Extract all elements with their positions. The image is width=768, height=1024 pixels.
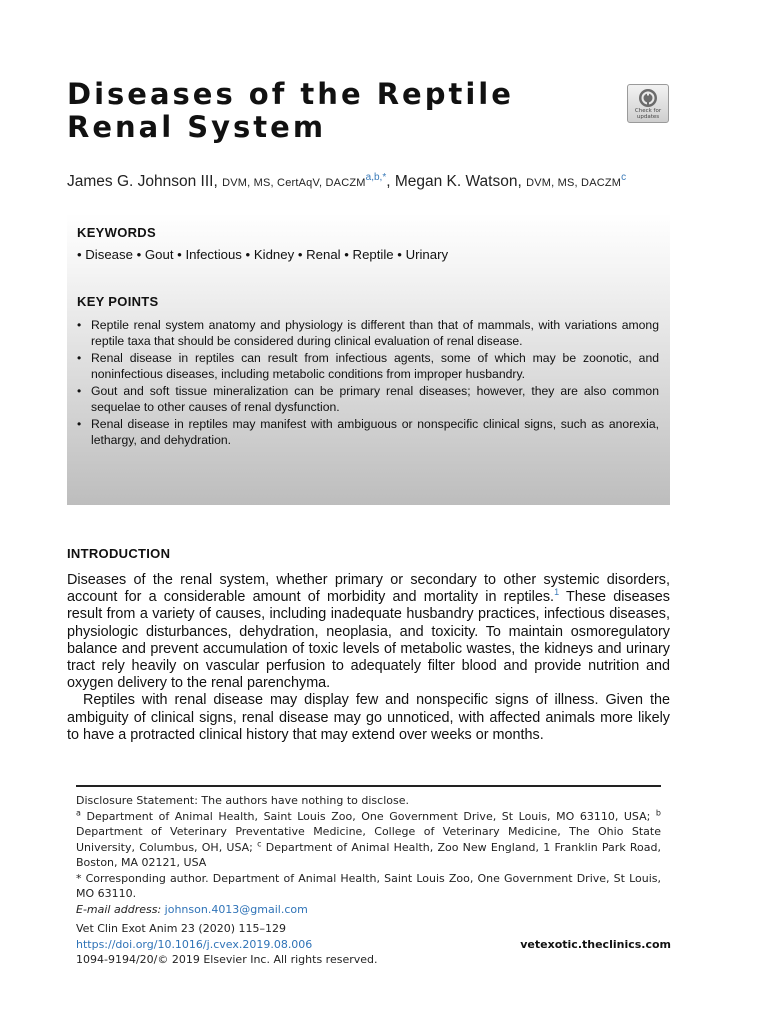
author-credentials: DVM, MS, CertAqV, DACZM — [222, 177, 366, 189]
key-points-heading: KEY POINTS — [77, 294, 159, 309]
introduction-body — [67, 572, 670, 744]
key-point-text: Gout and soft tissue mineralization can be primary renal diseases; however, they are also common sequelae to other causes of renal dysfunction. — [91, 384, 659, 414]
copyright-line: 1094-9194/20/© 2019 Elsevier Inc. All rights reserved. — [76, 953, 378, 966]
paragraph-text: These diseases result from a variety of causes, including inadequate husbandry practices, infectious diseases, physiologic disturbances, dehydration, neoplasia, and toxicity. To maintain osmoregulatory balance and prevent accumulation of toxic levels of metabolic wastes, the kidneys and urinary tract rely heavily on vascular perfusion to adequately filter blood and provide nutrition and oxygen delivery to the renal parenchyma. — [67, 589, 670, 692]
citation-block — [76, 921, 671, 968]
author-name: James G. Johnson III, — [67, 173, 223, 190]
author-credentials: DVM, MS, DACZM — [526, 177, 622, 189]
keywords-heading: KEYWORDS — [77, 225, 156, 240]
badge-label: Check for updates — [634, 108, 662, 120]
affiliation-marker[interactable]: c — [621, 172, 627, 183]
affiliations — [76, 809, 661, 871]
key-point-item — [77, 384, 659, 415]
bullet-icon: • — [77, 351, 82, 365]
affiliation-marker[interactable]: a,b,* — [365, 172, 387, 183]
key-point-item — [77, 351, 659, 382]
keyword: Disease — [85, 247, 133, 262]
corresponding-author: * Corresponding author. Department of Animal Health, Saint Louis Zoo, One Government Drive, St Louis, MO 63110. — [76, 871, 661, 900]
affiliation-text: Department of Animal Health, Saint Louis Zoo, One Government Drive, St Louis, MO 63110, USA; — [80, 809, 656, 823]
affiliation-text: Department of Veterinary Preventative Medicine, College of Veterinary Medicine, The Ohio State University, Columbus, OH, USA; — [76, 825, 661, 854]
email-line — [76, 902, 661, 918]
paragraph: Reptiles with renal disease may display few and nonspecific signs of illness. Given the ambiguity of clinical signs, renal disease may go unnoticed, with affected animals more likely to have a protracted clinical history that may extend over weeks or months. — [67, 692, 670, 743]
keyword: Kidney — [253, 247, 295, 262]
key-point-item — [77, 417, 659, 448]
introduction-heading: INTRODUCTION — [67, 546, 171, 561]
author-line: James G. Johnson III, DVM, MS, CertAqV, $DACZM^{a,b,*}$, Megan K. Watson, DVM, MS, DACZM$^c$ — [67, 172, 627, 190]
check-for-updates-icon — [638, 88, 658, 108]
bullet-icon: • — [77, 417, 82, 431]
key-point-text: Reptile renal system anatomy and physiology is different than that of mammals, with variations among reptile taxa that should be considered during clinical evaluation of renal disease. — [91, 318, 659, 348]
journal-website[interactable]: vetexotic.theclinics.com — [520, 937, 671, 951]
keyword: Infectious — [185, 247, 242, 262]
author-name: Megan K. Watson, — [394, 173, 527, 190]
key-point-text: Renal disease in reptiles can result from infectious agents, some of which may be zoonotic, and noninfectious diseases, including metabolic conditions from improper husbandry. — [91, 351, 659, 381]
keyword: Reptile — [352, 247, 394, 262]
email-label: E-mail address: — [76, 902, 162, 916]
keyword: Urinary — [405, 247, 449, 262]
email-link[interactable]: johnson.4013@gmail.com — [164, 902, 308, 916]
affiliation-marker: a — [76, 807, 81, 817]
affiliation-marker: c — [257, 838, 262, 848]
paragraph-text: Diseases of the renal system, whether primary or secondary to other systemic disorders, account for a considerable amount of morbidity and mortality in reptiles. — [67, 572, 670, 606]
footnotes — [76, 793, 661, 917]
affiliation-text: Department of Animal Health, Zoo New England, 1 Franklin Park Road, Boston, MA 02121, USA — [76, 840, 662, 869]
keywords-list: • Disease • Gout • Infectious • Kidney • Renal • Reptile • Urinary — [77, 247, 449, 262]
check-for-updates-badge[interactable] — [627, 84, 669, 123]
key-point-item — [77, 318, 659, 349]
disclosure-statement: Disclosure Statement: The authors have nothing to disclose. — [76, 794, 409, 807]
journal-citation: Vet Clin Exot Anim 23 (2020) 115–129 — [76, 922, 286, 935]
key-points-list — [77, 318, 659, 450]
keyword: Renal — [306, 247, 341, 262]
affiliation-marker: b — [655, 807, 661, 817]
doi-link[interactable]: https://doi.org/10.1016/j.cvex.2019.08.006 — [76, 937, 313, 951]
paragraph — [67, 572, 670, 692]
reference-link[interactable]: 1 — [554, 587, 560, 598]
article-title: Diseases of the Reptile Renal System — [67, 77, 514, 144]
key-point-text: Renal disease in reptiles may manifest with ambiguous or nonspecific clinical signs, such as anorexia, lethargy, and dehydration. — [91, 417, 659, 447]
bullet-icon: • — [77, 384, 82, 398]
keywords-keypoints-box — [67, 213, 670, 505]
footnote-divider — [76, 785, 661, 787]
bullet-icon: • — [77, 318, 82, 332]
keyword: Gout — [144, 247, 174, 262]
